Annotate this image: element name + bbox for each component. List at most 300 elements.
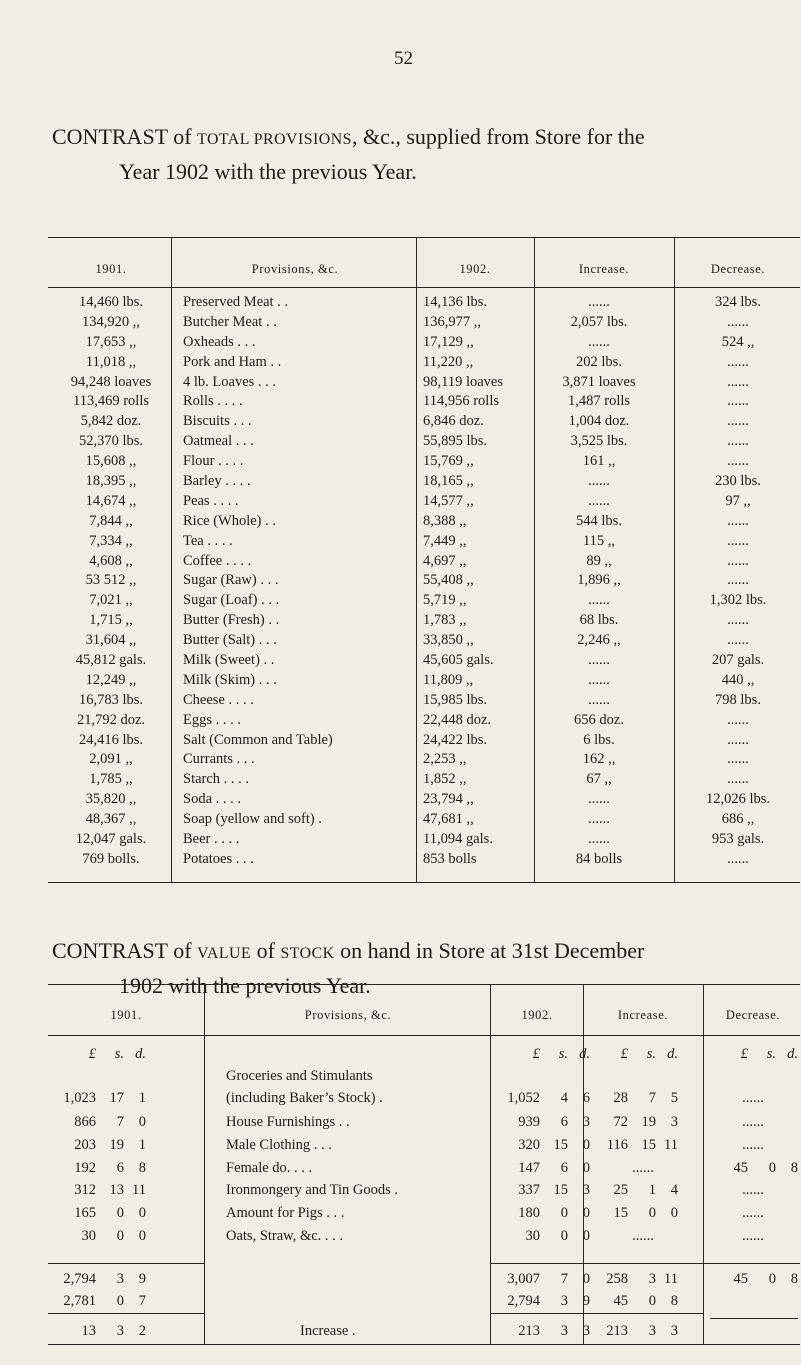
cell-increase: ...... <box>588 831 610 848</box>
cell-decrease: 97 ,, <box>725 492 751 509</box>
unit-row-pence: d. <box>787 1046 798 1062</box>
cell-item: Beer . . . . <box>183 831 240 848</box>
cell-item: Salt (Common and Table) <box>183 731 333 748</box>
header-rule <box>48 287 800 288</box>
cell-item: Milk (Sweet) . . <box>183 652 275 669</box>
total-1901-pounds: 2,781 <box>63 1293 96 1309</box>
cell-increase: 6 lbs. <box>583 731 615 748</box>
cell-1901 <box>50 1134 146 1156</box>
final-1902-pence: 3 <box>582 1323 590 1339</box>
cell-1902: 6,846 doz. <box>423 413 484 430</box>
total-rule <box>48 1313 204 1314</box>
cell-1901-shillings: 13 <box>109 1182 124 1198</box>
cell-1902-pounds: 147 <box>518 1160 540 1176</box>
cell-1902: 15,985 lbs. <box>423 691 488 708</box>
cell-item: Potatoes . . . <box>183 850 254 867</box>
cell-item: Male Clothing . . . <box>226 1137 332 1153</box>
cell-1901 <box>50 1179 146 1201</box>
cell-decrease: 524 ,, <box>721 333 755 350</box>
cell-increase: ...... <box>588 492 610 509</box>
total-1901-pounds: 2,794 <box>63 1271 96 1287</box>
cell-decrease <box>702 1157 798 1179</box>
cell-1901: 45,812 gals. <box>75 652 147 669</box>
cell-1902: 1,783 ,, <box>423 612 467 629</box>
cell-item: Rice (Whole) . . <box>183 512 277 529</box>
cell-decrease: 1,302 lbs. <box>709 592 767 609</box>
cell-item: Groceries and Stimulants <box>226 1068 373 1084</box>
cell-decrease: 324 lbs. <box>715 294 761 310</box>
table-row <box>0 313 801 333</box>
table-row <box>0 770 801 790</box>
cell-1901: 94,248 loaves <box>70 373 152 390</box>
cell-increase: 3,871 loaves <box>562 373 636 390</box>
title-prefix: CONTRAST of <box>52 124 192 149</box>
unit-row <box>582 1043 678 1065</box>
cell-1901: 35,820 ,, <box>85 791 137 808</box>
unit-row-pence: d. <box>579 1046 590 1062</box>
total-decrease <box>702 1268 798 1290</box>
title-smallcaps: VALUE <box>197 945 252 962</box>
total-increase-pounds: 45 <box>613 1293 628 1309</box>
cell-item: Eggs . . . . <box>183 711 241 728</box>
cell-1902 <box>494 1202 590 1224</box>
unit-row-pounds: £ <box>620 1046 628 1062</box>
cell-1902: 853 bolls <box>423 850 477 867</box>
cell-increase: ...... <box>588 333 610 350</box>
total-1902-shillings: 7 <box>560 1271 568 1287</box>
cell-1902 <box>494 1087 590 1109</box>
title-smallcaps: TOTAL PROVISIONS <box>197 131 352 148</box>
title-line2: Year 1902 with the previous Year. <box>119 159 417 184</box>
cell-1902-pounds: 939 <box>518 1114 540 1130</box>
cell-increase: 202 lbs. <box>576 353 622 370</box>
total-1902 <box>494 1268 590 1290</box>
cell-increase-pounds: 116 <box>606 1137 628 1153</box>
cell-decrease: 798 lbs. <box>715 691 761 708</box>
cell-increase: ...... <box>588 473 610 490</box>
header-increase: Increase. <box>617 1008 669 1022</box>
total-rule <box>490 1313 703 1314</box>
cell-item: Coffee . . . . <box>183 552 252 569</box>
cell-item: Tea . . . . <box>183 532 233 549</box>
total-1901-shillings: 0 <box>116 1293 124 1309</box>
cell-1901 <box>50 1087 146 1109</box>
cell-item: Soap (yellow and soft) . <box>183 811 322 828</box>
cell-1902-pence: 0 <box>582 1160 590 1176</box>
total-1902 <box>494 1290 590 1312</box>
cell-decrease: ...... <box>742 1205 764 1221</box>
cell-item: Oatmeal . . . <box>183 433 254 450</box>
table-bottom-rule <box>48 1344 800 1345</box>
cell-item: Pork and Ham . . <box>183 353 282 370</box>
total-rule <box>490 1263 800 1264</box>
cell-item: Milk (Skim) . . . <box>183 671 277 688</box>
cell-item: Butter (Fresh) . . <box>183 612 280 629</box>
cell-increase-pence: 5 <box>670 1090 678 1106</box>
cell-1902-pence: 0 <box>582 1205 590 1221</box>
cell-increase: 67 ,, <box>586 771 612 788</box>
final-1901-pounds: 13 <box>81 1323 96 1339</box>
cell-item: Oats, Straw, &c. . . . <box>226 1228 344 1244</box>
unit-row <box>50 1043 146 1065</box>
cell-1902: 4,697 ,, <box>423 552 467 569</box>
cell-increase: ...... <box>632 1228 654 1244</box>
cell-decrease: 12,026 lbs. <box>705 791 771 808</box>
cell-1901: 5,842 doz. <box>80 413 142 430</box>
cell-1902-pounds: 337 <box>518 1182 540 1198</box>
cell-1901-pence: 1 <box>138 1137 146 1153</box>
cell-increase <box>582 1179 678 1201</box>
cell-1902: 1,852 ,, <box>423 771 467 788</box>
unit-row-shillings: s. <box>646 1046 656 1062</box>
table-row <box>0 750 801 770</box>
cell-1902-pence: 3 <box>582 1114 590 1130</box>
final-1902-pounds: 213 <box>518 1323 540 1339</box>
table-row <box>0 571 801 591</box>
cell-1902 <box>494 1179 590 1201</box>
cell-increase: 656 doz. <box>574 711 624 728</box>
cell-increase: ...... <box>588 652 610 669</box>
total-1902-pence: 9 <box>582 1293 590 1309</box>
cell-increase: ...... <box>588 671 610 688</box>
provisions-rows <box>0 293 801 870</box>
total-increase-pence: 8 <box>670 1293 678 1309</box>
cell-1901-pence: 8 <box>138 1160 146 1176</box>
cell-item: Amount for Pigs . . . <box>226 1205 345 1221</box>
cell-decrease: ...... <box>742 1137 764 1153</box>
cell-1902: 45,605 gals. <box>423 652 494 669</box>
cell-1902 <box>494 1134 590 1156</box>
cell-increase-pounds: 25 <box>613 1182 628 1198</box>
cell-1901-pounds: 192 <box>74 1160 96 1176</box>
cell-increase: 544 lbs. <box>576 512 622 529</box>
table-row <box>0 691 801 711</box>
cell-1901: 1,715 ,, <box>89 612 133 629</box>
table-top-rule <box>48 984 800 985</box>
table-row <box>0 552 801 572</box>
table-row <box>0 731 801 751</box>
cell-1902: 33,850 ,, <box>423 632 474 649</box>
cell-item: Soda . . . . <box>183 791 241 808</box>
cell-1902: 18,165 ,, <box>423 473 474 490</box>
total-1901-shillings: 3 <box>116 1271 124 1287</box>
cell-1902: 22,448 doz. <box>423 711 492 728</box>
header-decrease: Decrease. <box>725 1008 781 1022</box>
cell-decrease: ...... <box>727 413 749 430</box>
cell-1902-shillings: 6 <box>560 1114 568 1130</box>
cell-1901: 52,370 lbs. <box>78 433 144 450</box>
cell-1901-pence: 1 <box>138 1090 146 1106</box>
title-of: of <box>256 938 275 963</box>
cell-1902: 15,769 ,, <box>423 453 474 470</box>
cell-decrease: ...... <box>727 393 749 410</box>
cell-1901: 12,249 ,, <box>85 671 137 688</box>
cell-1901: 16,783 lbs. <box>78 691 144 708</box>
cell-1902-pence: 0 <box>582 1137 590 1153</box>
cell-decrease: ...... <box>727 373 749 390</box>
unit-row <box>702 1043 798 1065</box>
cell-1901-pounds: 1,023 <box>63 1090 96 1106</box>
table-row <box>0 512 801 532</box>
header-1901: 1901. <box>110 1008 142 1022</box>
cell-item: Peas . . . . <box>183 492 239 509</box>
cell-increase: 115 ,, <box>582 532 616 549</box>
table-row <box>0 631 801 651</box>
cell-increase: 68 lbs. <box>579 612 619 629</box>
cell-1901: 17,653 ,, <box>85 333 137 350</box>
cell-1901-shillings: 19 <box>109 1137 124 1153</box>
cell-1901: 1,785 ,, <box>89 771 133 788</box>
cell-item: Currants . . . <box>183 751 255 768</box>
header-1902: 1902. <box>521 1008 553 1022</box>
cell-1902 <box>494 1225 590 1247</box>
table-row <box>0 452 801 472</box>
table-row <box>0 591 801 611</box>
cell-1902-shillings: 15 <box>553 1137 568 1153</box>
cell-increase <box>582 1134 678 1156</box>
total-increase-pence: 11 <box>664 1271 678 1287</box>
cell-1902-shillings: 6 <box>560 1160 568 1176</box>
unit-row-shillings: s. <box>114 1046 124 1062</box>
cell-decrease: ...... <box>727 612 749 629</box>
total-1901 <box>50 1268 146 1290</box>
cell-1901-shillings: 17 <box>109 1090 124 1106</box>
cell-1902: 8,388 ,, <box>423 512 467 529</box>
final-1902-shillings: 3 <box>560 1323 568 1339</box>
total-1902-pounds: 3,007 <box>507 1271 540 1287</box>
cell-1901 <box>50 1111 146 1133</box>
cell-item: Sugar (Raw) . . . <box>183 572 279 589</box>
total-decrease-pounds: 45 <box>733 1271 748 1287</box>
cell-decrease: ...... <box>727 751 749 768</box>
cell-1901: 48,367 ,, <box>85 811 137 828</box>
cell-1902: 14,136 lbs. <box>423 294 488 310</box>
cell-1902: 11,094 gals. <box>423 831 493 848</box>
total-rule <box>48 1263 204 1264</box>
cell-decrease-pence: 8 <box>790 1160 798 1176</box>
cell-decrease: 953 gals. <box>711 831 765 848</box>
cell-increase-shillings: 15 <box>641 1137 656 1153</box>
table-row <box>0 392 801 412</box>
table-row <box>0 671 801 691</box>
cell-decrease: ...... <box>727 532 749 549</box>
cell-decrease: ...... <box>742 1090 764 1106</box>
final-1901-pence: 2 <box>138 1323 146 1339</box>
cell-1901: 21,792 doz. <box>76 711 146 728</box>
cell-decrease: ...... <box>727 850 749 867</box>
cell-increase: ...... <box>632 1160 654 1176</box>
cell-decrease: ...... <box>727 433 749 450</box>
cell-1901-pence: 0 <box>138 1228 146 1244</box>
cell-1901: 15,608 ,, <box>85 453 137 470</box>
col-divider <box>204 984 205 1344</box>
cell-1902: 114,956 rolls <box>423 393 499 410</box>
col-divider <box>490 984 491 1344</box>
cell-decrease: 207 gals. <box>711 652 765 669</box>
cell-1902-pence: 6 <box>582 1090 590 1106</box>
cell-1901: 12,047 gals. <box>75 831 147 848</box>
table-row <box>0 651 801 671</box>
cell-1901: 24,416 lbs. <box>78 731 144 748</box>
total-increase <box>582 1290 678 1312</box>
cell-1902-pence: 3 <box>582 1182 590 1198</box>
cell-decrease: ...... <box>727 572 749 589</box>
cell-decrease: ...... <box>727 731 749 748</box>
total-1902-shillings: 3 <box>560 1293 568 1309</box>
unit-row-shillings: s. <box>766 1046 776 1062</box>
cell-item: Biscuits . . . <box>183 413 252 430</box>
final-increase-pence: 3 <box>670 1323 678 1339</box>
total-increase-shillings: 3 <box>648 1271 656 1287</box>
final-label: Increase . <box>300 1323 356 1339</box>
cell-increase: 89 ,, <box>586 552 612 569</box>
cell-increase-pounds: 72 <box>613 1114 628 1130</box>
cell-1901: 7,844 ,, <box>89 512 133 529</box>
cell-increase-shillings: 7 <box>648 1090 656 1106</box>
final-increase <box>582 1320 678 1342</box>
total-decrease-shillings: 0 <box>768 1271 776 1287</box>
table-row <box>0 492 801 512</box>
total-1901 <box>50 1290 146 1312</box>
cell-1901: 53 512 ,, <box>85 572 137 589</box>
cell-increase <box>582 1087 678 1109</box>
cell-1902-pounds: 180 <box>518 1205 540 1221</box>
cell-1902: 47,681 ,, <box>423 811 474 828</box>
cell-decrease: ...... <box>742 1228 764 1244</box>
cell-1901: 14,460 lbs. <box>78 294 144 310</box>
cell-increase: 161 ,, <box>582 453 616 470</box>
cell-increase: ...... <box>588 791 610 808</box>
total-decrease-pence: 8 <box>790 1271 798 1287</box>
cell-1901: 2,091 ,, <box>89 751 133 768</box>
cell-1901-pounds: 30 <box>81 1228 96 1244</box>
cell-item: House Furnishings . . <box>226 1114 350 1130</box>
cell-increase: 1,896 ,, <box>577 572 621 589</box>
cell-decrease: ...... <box>727 453 749 470</box>
total-1901-pence: 7 <box>138 1293 146 1309</box>
cell-item: Cheese . . . . <box>183 691 254 708</box>
cell-increase: ...... <box>588 592 610 609</box>
cell-increase: 2,246 ,, <box>577 632 621 649</box>
table-row <box>0 790 801 810</box>
unit-row-pence: d. <box>667 1046 678 1062</box>
unit-row-pounds: £ <box>88 1046 96 1062</box>
cell-1901: 7,021 ,, <box>89 592 133 609</box>
total-rule <box>710 1318 798 1319</box>
header-increase: Increase. <box>578 262 630 276</box>
cell-1901-pence: 0 <box>138 1114 146 1130</box>
cell-increase: ...... <box>588 811 610 828</box>
cell-increase: 3,525 lbs. <box>570 433 628 450</box>
title-rest: on hand in Store at 31st December <box>340 938 645 963</box>
table-row <box>0 353 801 373</box>
cell-increase-pounds: 28 <box>613 1090 628 1106</box>
cell-1901: 769 bolls. <box>82 850 140 867</box>
final-1901-shillings: 3 <box>116 1323 124 1339</box>
header-provisions: Provisions, &c. <box>304 1008 392 1022</box>
cell-increase: 84 bolls <box>575 850 623 867</box>
cell-decrease-shillings: 0 <box>768 1160 776 1176</box>
cell-1901-pounds: 312 <box>74 1182 96 1198</box>
total-increase-pounds: 258 <box>606 1271 628 1287</box>
cell-1902: 7,449 ,, <box>423 532 467 549</box>
cell-item: Flour . . . . <box>183 453 244 470</box>
cell-decrease: 440 ,, <box>721 671 755 688</box>
cell-item: Preserved Meat . . <box>183 294 289 310</box>
cell-1901-shillings: 0 <box>116 1205 124 1221</box>
cell-item: Female do. . . . <box>226 1160 313 1176</box>
cell-decrease: ...... <box>727 711 749 728</box>
cell-1902 <box>494 1111 590 1133</box>
cell-increase-pence: 3 <box>670 1114 678 1130</box>
cell-1901-pounds: 866 <box>74 1114 96 1130</box>
cell-increase-shillings: 1 <box>648 1182 656 1198</box>
table-row <box>0 432 801 452</box>
cell-decrease: ...... <box>742 1182 764 1198</box>
cell-1901-pence: 0 <box>138 1205 146 1221</box>
cell-increase-pence: 0 <box>670 1205 678 1221</box>
cell-decrease-pounds: 45 <box>733 1160 748 1176</box>
total-1902-pence: 0 <box>582 1271 590 1287</box>
cell-increase <box>582 1202 678 1224</box>
page-number: 52 <box>394 48 413 69</box>
cell-item: Barley . . . . <box>183 473 251 490</box>
cell-1902: 2,253 ,, <box>423 751 467 768</box>
cell-increase: 162 ,, <box>582 751 616 768</box>
cell-1902 <box>494 1157 590 1179</box>
table-top-rule <box>48 237 800 238</box>
cell-1901-shillings: 0 <box>116 1228 124 1244</box>
cell-1901-pounds: 203 <box>74 1137 96 1153</box>
cell-item: 4 lb. Loaves . . . <box>183 373 277 390</box>
title-rest: , &c., supplied from Store for the <box>351 124 645 149</box>
cell-decrease: ...... <box>727 512 749 529</box>
cell-1901-pence: 11 <box>132 1182 146 1198</box>
cell-1901-pounds: 165 <box>74 1205 96 1221</box>
cell-1902-shillings: 0 <box>560 1205 568 1221</box>
final-increase-pounds: 213 <box>606 1323 628 1339</box>
cell-1902-pounds: 30 <box>525 1228 540 1244</box>
cell-1901: 113,469 rolls <box>73 393 149 410</box>
table-row <box>0 810 801 830</box>
cell-item: Butcher Meat . . <box>183 313 277 330</box>
cell-1902: 55,895 lbs. <box>423 433 488 450</box>
cell-1902: 14,577 ,, <box>423 492 474 509</box>
cell-1902-pounds: 1,052 <box>507 1090 540 1106</box>
unit-row-pence: d. <box>135 1046 146 1062</box>
cell-decrease: ...... <box>727 313 749 330</box>
cell-1901: 7,334 ,, <box>89 532 133 549</box>
header-rule <box>48 1035 800 1036</box>
cell-increase: ...... <box>588 294 610 310</box>
cell-decrease: ...... <box>727 353 749 370</box>
table-row <box>0 532 801 552</box>
cell-increase <box>582 1111 678 1133</box>
cell-1901: 134,920 ,, <box>82 313 140 330</box>
cell-item: (including Baker’s Stock) . <box>226 1090 383 1106</box>
cell-item: Oxheads . . . <box>183 333 256 350</box>
cell-decrease: ...... <box>742 1114 764 1130</box>
cell-increase: 2,057 lbs. <box>570 313 628 330</box>
table-row <box>0 293 801 313</box>
title-line2: 1902 with the previous Year. <box>119 973 371 998</box>
cell-1902: 5,719 ,, <box>423 592 467 609</box>
cell-1901-shillings: 7 <box>116 1114 124 1130</box>
unit-row-shillings: s. <box>558 1046 568 1062</box>
table2-title <box>52 935 792 1002</box>
cell-1901: 11,018 ,, <box>85 353 137 370</box>
unit-row-pounds: £ <box>740 1046 748 1062</box>
